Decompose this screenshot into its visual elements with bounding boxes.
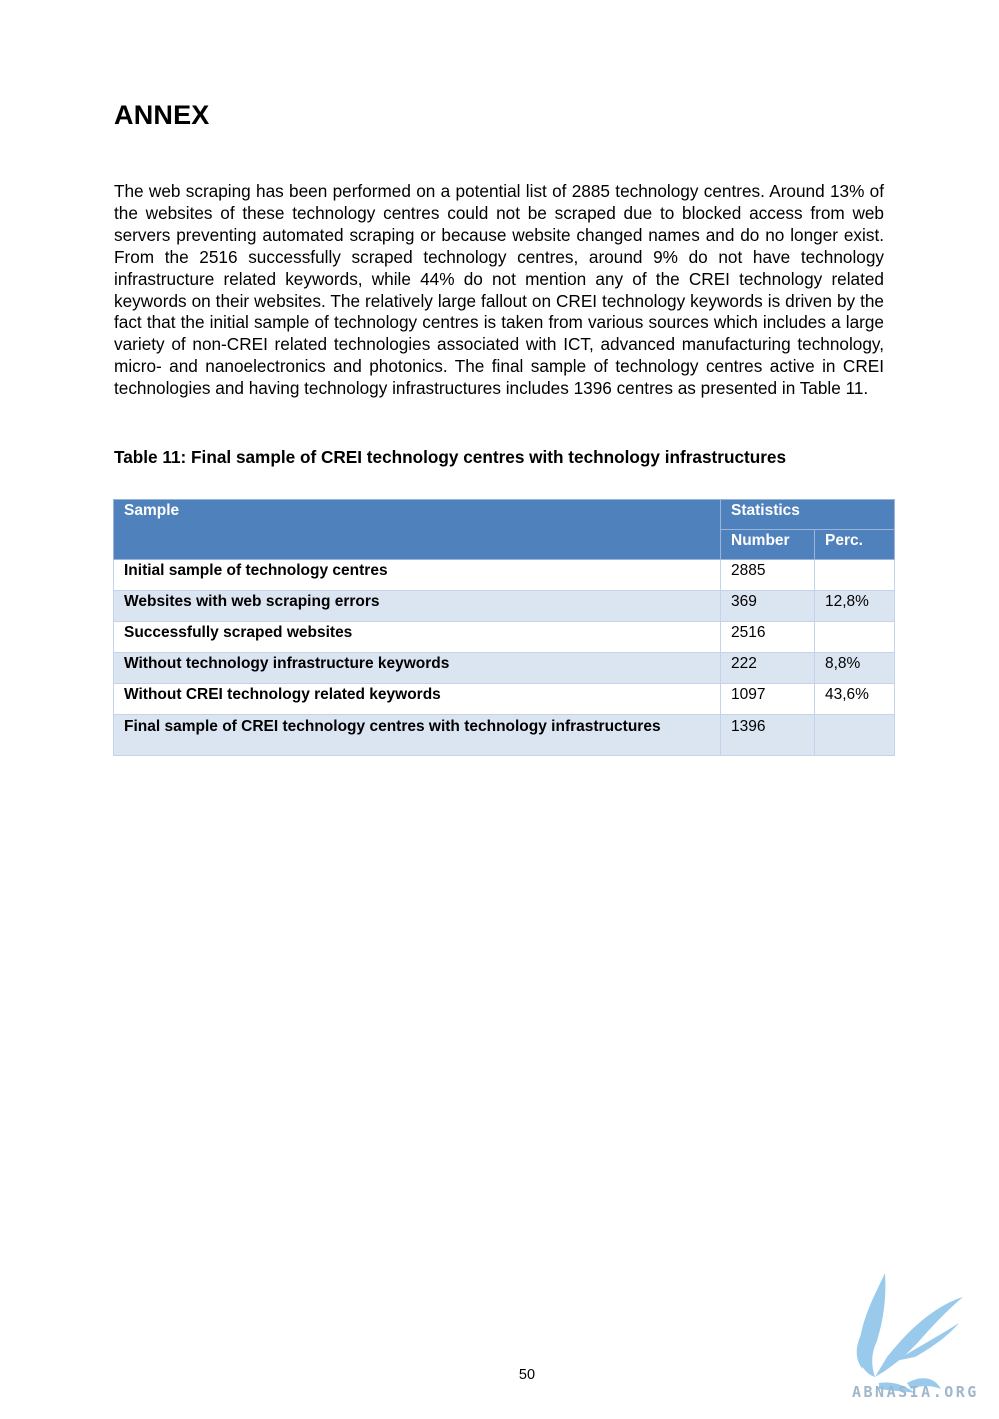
- body-paragraph: The web scraping has been performed on a potential list of 2885 technology centres. Around 13% of the websites of these technology centres could not be scraped due to blocked access from web servers preventing automated scraping or because website changed names and do no longer exist. From the 2516 successfully scraped technology centres, around 9% do not have technology infrastructure related keywords, while 44% do not mention any of the CREI technology related keywords on their websites. The relatively large fallout on CREI technology keywords is driven by the fact that the initial sample of technology centres is taken from various sources which includes a large variety of non-CREI related technologies associated with ICT, advanced manufacturing technology, micro- and nanoelectronics and photonics. The final sample of technology centres active in CREI technologies and having technology infrastructures includes 1396 centres as presented in Table 11.: [114, 181, 884, 399]
- table-row: [114, 622, 895, 653]
- sample-table: [113, 499, 895, 756]
- row-perc: [815, 715, 895, 756]
- row-perc: [815, 560, 895, 591]
- row-label: Without technology infrastructure keywords: [114, 653, 721, 684]
- row-number: 369: [721, 591, 815, 622]
- row-perc: [815, 622, 895, 653]
- row-label: Final sample of CREI technology centres with technology infrastructures: [114, 715, 721, 756]
- table-row: [114, 653, 895, 684]
- page-number: 50: [518, 1367, 536, 1383]
- header-number: Number: [721, 530, 815, 560]
- row-number: 1097: [721, 684, 815, 715]
- row-number: 222: [721, 653, 815, 684]
- table-row: [114, 591, 895, 622]
- header-perc: Perc.: [815, 530, 895, 560]
- row-label: Without CREI technology related keywords: [114, 684, 721, 715]
- row-number: 2885: [721, 560, 815, 591]
- row-number: 2516: [721, 622, 815, 653]
- row-label: Successfully scraped websites: [114, 622, 721, 653]
- header-statistics: Statistics: [721, 500, 895, 530]
- table-row: [114, 560, 895, 591]
- row-perc: 43,6%: [815, 684, 895, 715]
- row-number: 1396: [721, 715, 815, 756]
- table-row: [114, 715, 895, 756]
- table-row: [114, 684, 895, 715]
- row-label: Websites with web scraping errors: [114, 591, 721, 622]
- row-perc: 12,8%: [815, 591, 895, 622]
- table-caption: Table 11: Final sample of CREI technology centres with technology infrastructures: [114, 447, 787, 467]
- row-label: Initial sample of technology centres: [114, 560, 721, 591]
- header-sample: Sample: [114, 500, 721, 560]
- row-perc: 8,8%: [815, 653, 895, 684]
- watermark-text: ABNASIA.ORG: [852, 1383, 979, 1401]
- page-title: ANNEX: [114, 100, 210, 130]
